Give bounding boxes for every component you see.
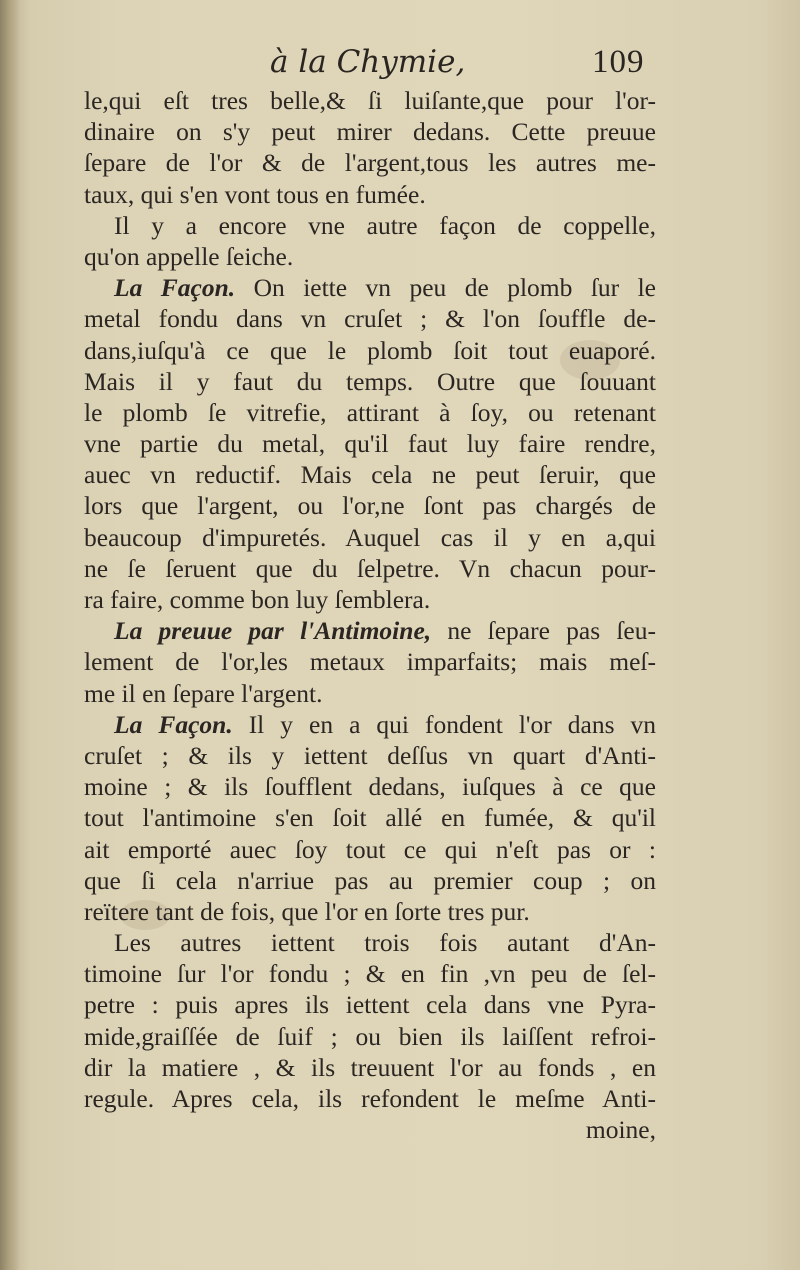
text-line (84, 802, 656, 833)
text-line (84, 335, 656, 366)
text-line (84, 397, 656, 428)
line-text: me il en ſepare l'argent. (84, 678, 323, 708)
text-line (84, 272, 656, 303)
line-text: Les autres iettent trois fois autant d'An- (114, 928, 656, 958)
text-line (84, 1083, 656, 1114)
line-text: moine, (585, 1115, 656, 1145)
text-line (84, 147, 656, 178)
line-text: regule. Apres cela, ils refondent le meſme Anti- (84, 1084, 656, 1113)
line-text: ait emporté auec ſoy tout ce qui n'eſt pas or : (84, 834, 656, 864)
line-text: le,qui eſt tres belle,& ſi luiſante,que pour l'or- (84, 86, 656, 115)
text-line (84, 896, 656, 927)
line-text: ra faire, comme bon luy ſemblera. (84, 585, 431, 614)
italic-lead: La Façon. (114, 709, 233, 739)
text-line (84, 366, 656, 397)
line-text: que ſi cela n'arriue pas au premier coup ; on (84, 865, 656, 895)
text-line (84, 1052, 656, 1083)
line-text: dir la matiere , & ils treuuent l'or au fonds , en (84, 1052, 656, 1082)
text-line (84, 927, 656, 958)
line-text: timoine ſur l'or fondu ; & en fin ,vn peu de ſel- (84, 959, 656, 989)
text-line (84, 241, 656, 272)
italic-lead: La Façon. (114, 273, 236, 303)
line-text: reïtere tant de fois, que l'or en ſorte tres pur. (84, 896, 530, 926)
text-line (84, 1021, 656, 1052)
line-text: lement de l'or,les metaux imparfaits; mais meſ- (84, 647, 656, 677)
text-line (84, 615, 656, 646)
text-line (84, 459, 656, 490)
line-text: ne ſe ſeruent que du ſelpetre. Vn chacun pour- (84, 553, 656, 583)
line-text: dans,iuſqu'à ce que le plomb ſoit tout euaporé. (84, 335, 656, 365)
text-line (84, 210, 656, 241)
text-line (84, 678, 656, 709)
text-line (84, 989, 656, 1020)
line-text: Mais il y faut du temps. Outre que ſouuant (84, 366, 656, 396)
text-line (84, 958, 656, 989)
text-line (84, 771, 656, 802)
text-line (84, 646, 656, 677)
text-line (84, 584, 656, 615)
text-line (84, 740, 656, 771)
line-text: Il y a encore vne autre façon de coppelle, (114, 210, 656, 240)
line-text: metal fondu dans vn cruſet ; & l'on ſouffle de- (84, 304, 656, 334)
text-line (84, 865, 656, 896)
line-text: le plomb ſe vitrefie, attirant à ſoy, ou retenant (84, 397, 656, 427)
line-text: lors que l'argent, ou l'or,ne ſont pas chargés de (84, 491, 656, 521)
line-text: petre : puis apres ils iettent cela dans vne Pyra- (84, 990, 656, 1020)
text-line (84, 1114, 656, 1145)
line-text: dinaire on s'y peut mirer dedans. Cette preuue (84, 117, 656, 147)
text-line (84, 303, 656, 334)
body-text (84, 85, 656, 1145)
text-line (84, 553, 656, 584)
line-text: tout l'antimoine s'en ſoit allé en fumée, & qu'il (84, 803, 656, 833)
text-line (84, 179, 656, 210)
running-title: à la Chymie, (270, 44, 466, 80)
line-text: auec vn reductif. Mais cela ne peut ſeruir, que (84, 460, 656, 490)
line-text: taux, qui s'en vont tous en fumée. (84, 179, 426, 209)
line-text: mide,graiſſée de ſuif ; ou bien ils laiſſent refroi- (84, 1021, 656, 1051)
text-line (84, 709, 656, 740)
text-line (84, 834, 656, 865)
text-line (84, 490, 656, 521)
line-text: cruſet ; & ils y iettent deſſus vn quart d'Anti- (84, 740, 656, 770)
line-text: qu'on appelle ſeiche. (84, 241, 294, 271)
line-text: On iette vn peu de plomb ſur le (235, 273, 656, 303)
page-header (0, 40, 800, 90)
line-text: vne partie du metal, qu'il faut luy faire rendre, (84, 429, 656, 459)
line-text: moine ; & ils ſoufflent dedans, iuſques à ce que (84, 772, 656, 802)
text-line (84, 85, 656, 116)
binding-gutter (0, 0, 20, 1270)
text-line (84, 116, 656, 147)
line-text: Il y en a qui fondent l'or dans vn (232, 709, 656, 739)
page-number: 109 (592, 44, 645, 80)
text-line (84, 522, 656, 553)
line-text: beaucoup d'impuretés. Auquel cas il y en a,qui (84, 522, 656, 552)
line-text: ne ſepare pas ſeu- (431, 616, 656, 646)
italic-lead: La preuue par l'Antimoine, (114, 616, 432, 646)
line-text: ſepare de l'or & de l'argent,tous les autres me- (84, 148, 656, 178)
text-line (84, 428, 656, 459)
